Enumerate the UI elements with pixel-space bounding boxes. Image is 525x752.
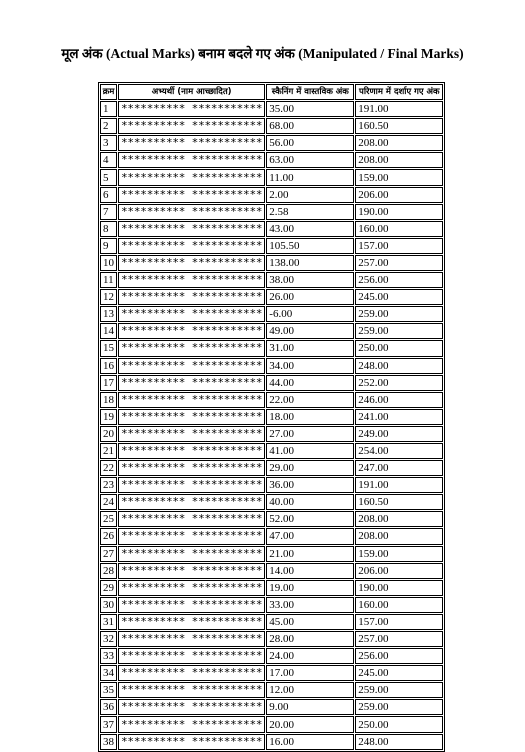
final-marks-cell: 257.00 xyxy=(355,255,443,271)
table-row xyxy=(100,460,443,476)
candidate-cell: ********** *********** xyxy=(118,135,265,151)
serial-cell: 24 xyxy=(100,494,117,510)
serial-cell: 7 xyxy=(100,204,117,220)
table-row xyxy=(100,597,443,613)
header-serial: क्रम xyxy=(100,84,117,100)
candidate-cell: ********** *********** xyxy=(118,734,265,750)
table-row xyxy=(100,409,443,425)
table-row xyxy=(100,699,443,715)
candidate-cell: ********** *********** xyxy=(118,169,265,185)
serial-cell: 5 xyxy=(100,169,117,185)
serial-cell: 29 xyxy=(100,580,117,596)
actual-marks-cell: 31.00 xyxy=(266,340,354,356)
table-body xyxy=(100,101,443,750)
final-marks-cell: 249.00 xyxy=(355,426,443,442)
candidate-cell: ********** *********** xyxy=(118,289,265,305)
table-row xyxy=(100,392,443,408)
serial-cell: 37 xyxy=(100,716,117,732)
actual-marks-cell: 34.00 xyxy=(266,358,354,374)
actual-marks-cell: 40.00 xyxy=(266,494,354,510)
candidate-cell: ********** *********** xyxy=(118,255,265,271)
actual-marks-cell: 41.00 xyxy=(266,443,354,459)
table-row xyxy=(100,682,443,698)
serial-cell: 11 xyxy=(100,272,117,288)
final-marks-cell: 252.00 xyxy=(355,375,443,391)
candidate-cell: ********** *********** xyxy=(118,272,265,288)
final-marks-cell: 190.00 xyxy=(355,204,443,220)
table-row xyxy=(100,494,443,510)
serial-cell: 21 xyxy=(100,443,117,459)
candidate-cell: ********** *********** xyxy=(118,494,265,510)
candidate-cell: ********** *********** xyxy=(118,118,265,134)
table-row xyxy=(100,716,443,732)
serial-cell: 19 xyxy=(100,409,117,425)
serial-cell: 9 xyxy=(100,238,117,254)
actual-marks-cell: 44.00 xyxy=(266,375,354,391)
serial-cell: 36 xyxy=(100,699,117,715)
table-row xyxy=(100,272,443,288)
actual-marks-cell: 105.50 xyxy=(266,238,354,254)
candidate-cell: ********** *********** xyxy=(118,306,265,322)
table-row xyxy=(100,665,443,681)
serial-cell: 35 xyxy=(100,682,117,698)
serial-cell: 28 xyxy=(100,563,117,579)
serial-cell: 3 xyxy=(100,135,117,151)
table-row xyxy=(100,734,443,750)
actual-marks-cell: 22.00 xyxy=(266,392,354,408)
candidate-cell: ********** *********** xyxy=(118,631,265,647)
table-row xyxy=(100,221,443,237)
candidate-cell: ********** *********** xyxy=(118,152,265,168)
actual-marks-cell: 16.00 xyxy=(266,734,354,750)
serial-cell: 6 xyxy=(100,187,117,203)
final-marks-cell: 160.50 xyxy=(355,118,443,134)
final-marks-cell: 208.00 xyxy=(355,511,443,527)
serial-cell: 18 xyxy=(100,392,117,408)
table-row xyxy=(100,135,443,151)
serial-cell: 27 xyxy=(100,546,117,562)
candidate-cell: ********** *********** xyxy=(118,358,265,374)
actual-marks-cell: 52.00 xyxy=(266,511,354,527)
actual-marks-cell: 35.00 xyxy=(266,101,354,117)
table-row xyxy=(100,563,443,579)
final-marks-cell: 247.00 xyxy=(355,460,443,476)
table-row xyxy=(100,289,443,305)
final-marks-cell: 246.00 xyxy=(355,392,443,408)
actual-marks-cell: 24.00 xyxy=(266,648,354,664)
actual-marks-cell: 17.00 xyxy=(266,665,354,681)
actual-marks-cell: 68.00 xyxy=(266,118,354,134)
final-marks-cell: 159.00 xyxy=(355,169,443,185)
table-row xyxy=(100,306,443,322)
serial-cell: 10 xyxy=(100,255,117,271)
table-row xyxy=(100,358,443,374)
final-marks-cell: 248.00 xyxy=(355,734,443,750)
header-final-marks: परिणाम में दर्शाए गए अंक xyxy=(355,84,443,100)
candidate-cell: ********** *********** xyxy=(118,187,265,203)
actual-marks-cell: 2.58 xyxy=(266,204,354,220)
marks-table xyxy=(98,82,445,752)
candidate-cell: ********** *********** xyxy=(118,238,265,254)
final-marks-cell: 159.00 xyxy=(355,546,443,562)
actual-marks-cell: 28.00 xyxy=(266,631,354,647)
candidate-cell: ********** *********** xyxy=(118,375,265,391)
actual-marks-cell: 9.00 xyxy=(266,699,354,715)
actual-marks-cell: 47.00 xyxy=(266,528,354,544)
candidate-cell: ********** *********** xyxy=(118,221,265,237)
actual-marks-cell: -6.00 xyxy=(266,306,354,322)
table-row xyxy=(100,648,443,664)
actual-marks-cell: 43.00 xyxy=(266,221,354,237)
final-marks-cell: 245.00 xyxy=(355,665,443,681)
table-row xyxy=(100,375,443,391)
final-marks-cell: 257.00 xyxy=(355,631,443,647)
candidate-cell: ********** *********** xyxy=(118,614,265,630)
table-row xyxy=(100,238,443,254)
table-row xyxy=(100,204,443,220)
final-marks-cell: 259.00 xyxy=(355,306,443,322)
header-actual-marks: स्कैनिंग में वास्तविक अंक xyxy=(266,84,354,100)
actual-marks-cell: 29.00 xyxy=(266,460,354,476)
actual-marks-cell: 49.00 xyxy=(266,323,354,339)
serial-cell: 33 xyxy=(100,648,117,664)
actual-marks-cell: 21.00 xyxy=(266,546,354,562)
final-marks-cell: 245.00 xyxy=(355,289,443,305)
header-candidate: अभ्यर्थी (नाम आच्छादित) xyxy=(118,84,265,100)
serial-cell: 26 xyxy=(100,528,117,544)
candidate-cell: ********** *********** xyxy=(118,323,265,339)
actual-marks-cell: 27.00 xyxy=(266,426,354,442)
serial-cell: 2 xyxy=(100,118,117,134)
candidate-cell: ********** *********** xyxy=(118,340,265,356)
serial-cell: 32 xyxy=(100,631,117,647)
serial-cell: 20 xyxy=(100,426,117,442)
table-row xyxy=(100,580,443,596)
table-row xyxy=(100,118,443,134)
serial-cell: 25 xyxy=(100,511,117,527)
table-row xyxy=(100,528,443,544)
actual-marks-cell: 20.00 xyxy=(266,716,354,732)
final-marks-cell: 208.00 xyxy=(355,135,443,151)
final-marks-cell: 248.00 xyxy=(355,358,443,374)
table-row xyxy=(100,546,443,562)
candidate-cell: ********** *********** xyxy=(118,546,265,562)
serial-cell: 16 xyxy=(100,358,117,374)
table-row xyxy=(100,426,443,442)
candidate-cell: ********** *********** xyxy=(118,392,265,408)
serial-cell: 15 xyxy=(100,340,117,356)
final-marks-cell: 259.00 xyxy=(355,323,443,339)
table-row xyxy=(100,614,443,630)
candidate-cell: ********** *********** xyxy=(118,682,265,698)
final-marks-cell: 160.50 xyxy=(355,494,443,510)
final-marks-cell: 157.00 xyxy=(355,238,443,254)
candidate-cell: ********** *********** xyxy=(118,409,265,425)
final-marks-cell: 190.00 xyxy=(355,580,443,596)
candidate-cell: ********** *********** xyxy=(118,511,265,527)
final-marks-cell: 160.00 xyxy=(355,597,443,613)
serial-cell: 8 xyxy=(100,221,117,237)
actual-marks-cell: 19.00 xyxy=(266,580,354,596)
table-row xyxy=(100,340,443,356)
table-row xyxy=(100,187,443,203)
candidate-cell: ********** *********** xyxy=(118,597,265,613)
serial-cell: 23 xyxy=(100,477,117,493)
candidate-cell: ********** *********** xyxy=(118,563,265,579)
final-marks-cell: 157.00 xyxy=(355,614,443,630)
candidate-cell: ********** *********** xyxy=(118,101,265,117)
final-marks-cell: 160.00 xyxy=(355,221,443,237)
actual-marks-cell: 45.00 xyxy=(266,614,354,630)
table-row xyxy=(100,255,443,271)
actual-marks-cell: 33.00 xyxy=(266,597,354,613)
final-marks-cell: 256.00 xyxy=(355,648,443,664)
actual-marks-cell: 56.00 xyxy=(266,135,354,151)
actual-marks-cell: 18.00 xyxy=(266,409,354,425)
final-marks-cell: 191.00 xyxy=(355,101,443,117)
serial-cell: 4 xyxy=(100,152,117,168)
candidate-cell: ********** *********** xyxy=(118,204,265,220)
page-title: मूल अंक (Actual Marks) बनाम बदले गए अंक (Manipulated / Final Marks) xyxy=(61,46,464,61)
actual-marks-cell: 11.00 xyxy=(266,169,354,185)
actual-marks-cell: 38.00 xyxy=(266,272,354,288)
actual-marks-cell: 12.00 xyxy=(266,682,354,698)
table-row xyxy=(100,443,443,459)
final-marks-cell: 250.00 xyxy=(355,340,443,356)
table-row xyxy=(100,511,443,527)
candidate-cell: ********** *********** xyxy=(118,665,265,681)
candidate-cell: ********** *********** xyxy=(118,699,265,715)
final-marks-cell: 191.00 xyxy=(355,477,443,493)
serial-cell: 13 xyxy=(100,306,117,322)
table-row xyxy=(100,169,443,185)
final-marks-cell: 206.00 xyxy=(355,187,443,203)
serial-cell: 14 xyxy=(100,323,117,339)
table-row xyxy=(100,631,443,647)
actual-marks-cell: 36.00 xyxy=(266,477,354,493)
serial-cell: 30 xyxy=(100,597,117,613)
actual-marks-cell: 14.00 xyxy=(266,563,354,579)
table-row xyxy=(100,477,443,493)
final-marks-cell: 256.00 xyxy=(355,272,443,288)
table-row xyxy=(100,101,443,117)
actual-marks-cell: 2.00 xyxy=(266,187,354,203)
table-row xyxy=(100,152,443,168)
candidate-cell: ********** *********** xyxy=(118,460,265,476)
final-marks-cell: 254.00 xyxy=(355,443,443,459)
candidate-cell: ********** *********** xyxy=(118,477,265,493)
serial-cell: 1 xyxy=(100,101,117,117)
final-marks-cell: 208.00 xyxy=(355,528,443,544)
serial-cell: 12 xyxy=(100,289,117,305)
serial-cell: 17 xyxy=(100,375,117,391)
final-marks-cell: 259.00 xyxy=(355,699,443,715)
table-row xyxy=(100,323,443,339)
candidate-cell: ********** *********** xyxy=(118,580,265,596)
final-marks-cell: 241.00 xyxy=(355,409,443,425)
serial-cell: 38 xyxy=(100,734,117,750)
serial-cell: 22 xyxy=(100,460,117,476)
candidate-cell: ********** *********** xyxy=(118,426,265,442)
candidate-cell: ********** *********** xyxy=(118,528,265,544)
table-header-row xyxy=(100,84,443,100)
actual-marks-cell: 63.00 xyxy=(266,152,354,168)
serial-cell: 34 xyxy=(100,665,117,681)
final-marks-cell: 208.00 xyxy=(355,152,443,168)
candidate-cell: ********** *********** xyxy=(118,443,265,459)
final-marks-cell: 250.00 xyxy=(355,716,443,732)
candidate-cell: ********** *********** xyxy=(118,716,265,732)
final-marks-cell: 259.00 xyxy=(355,682,443,698)
actual-marks-cell: 26.00 xyxy=(266,289,354,305)
actual-marks-cell: 138.00 xyxy=(266,255,354,271)
candidate-cell: ********** *********** xyxy=(118,648,265,664)
final-marks-cell: 206.00 xyxy=(355,563,443,579)
serial-cell: 31 xyxy=(100,614,117,630)
